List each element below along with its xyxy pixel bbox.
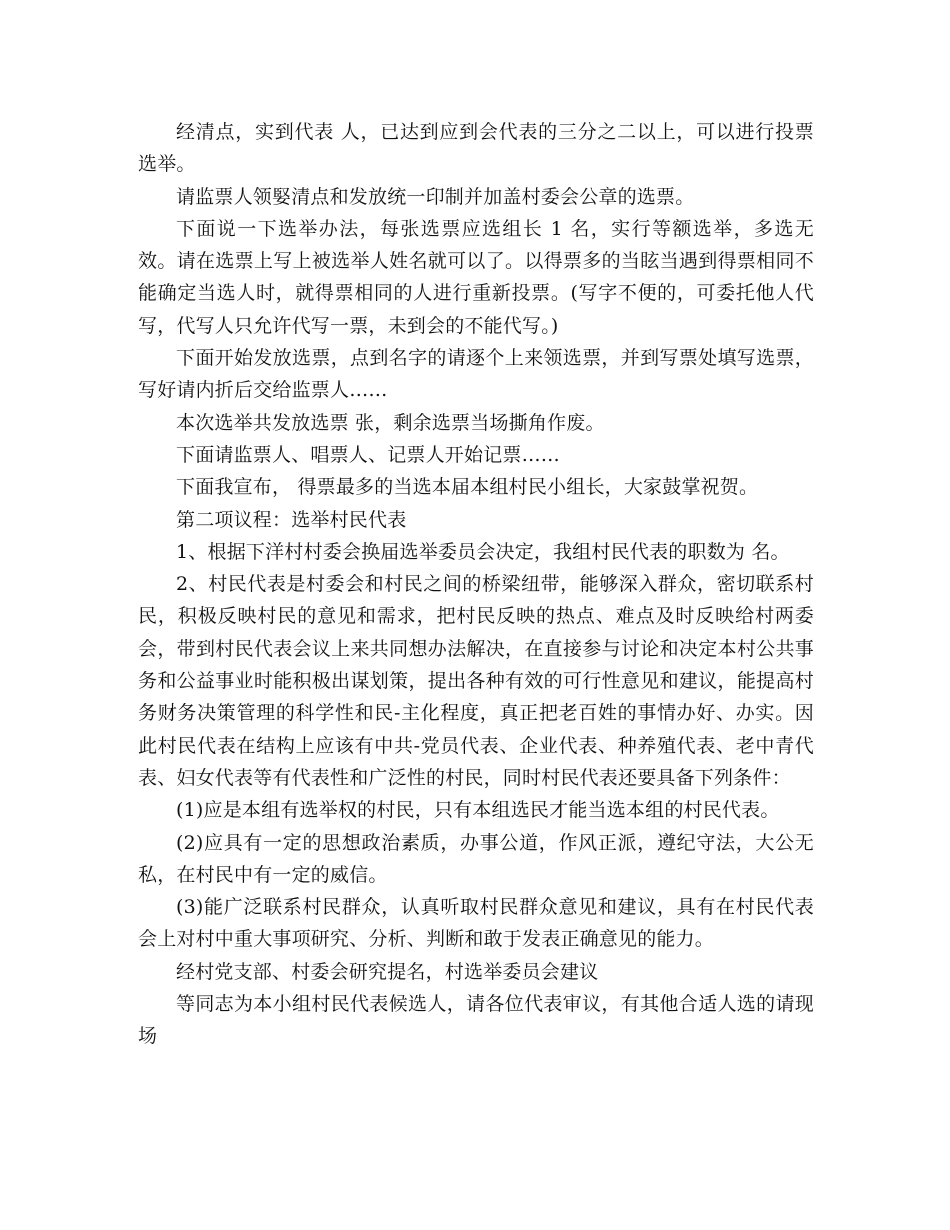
paragraph-result-announcement: 下面我宣布， 得票最多的当选本届本组村民小组长，大家鼓掌祝贺。 (176, 476, 759, 499)
condition-item-2: (2)应具有一定的思想政治素质，办事公道，作风正派，遵纪守法，大公无私，在村民中有一定的威信。 (138, 831, 814, 886)
paragraph-representative-quota: 1、根据下洋村村委会换届选举委员会决定，我组村民代表的职数为 名。 (176, 540, 790, 563)
paragraph-representative-role: 2、村民代表是村委会和村民之间的桥梁纽带，能够深入群众，密切联系村民，积极反映村民的意见和需求，把村民反映的热点、难点及时反映给村两委会，带到村民代表会议上来共同想办法解决，在直接参与讨论和决定本村公共事务和公益事业时能积极出谋划策，提出各种有效的可行性意见和建议，能提高村务财务决策管理的科学性和民-主化程度，真正把老百姓的事情办好、办实。因此村民代表在结构上应该有中共-党员代表、企业代表、种养殖代表、老中青代表、妇女代表等有代表性和广泛性的村民，同时村民代表还要具备下列条件： (138, 573, 814, 789)
condition-item-3: (3)能广泛联系村民群众，认真听取村民群众意见和建议，具有在村民代表会上对村中重大事项研究、分析、判断和敢于发表正确意见的能力。 (138, 896, 814, 951)
document-body (138, 116, 814, 1053)
paragraph-election-method: 下面说一下选举办法，每张选票应选组长 1 名，实行等额选举，多选无效。请在选票上写上被选举人姓名就可以了。以得票多的当眩当遇到得票相同不能确定当选人时，就得票相同的人进行重新投票。(写字不便的，可委托他人代写，代写人只允许代写一票，未到会的不能代写。) (138, 217, 814, 337)
paragraph-ballot-distribution: 下面开始发放选票，点到名字的请逐个上来领选票，并到写票处填写选票，写好请内折后交给监票人…… (138, 347, 814, 402)
paragraph-vote-counting: 下面请监票人、唱票人、记票人开始记票…… (176, 443, 561, 466)
paragraph-ballots-issued: 本次选举共发放选票 张，剩余选票当场撕角作废。 (176, 411, 605, 434)
agenda-item-heading: 第二项议程：选举村民代表 (176, 508, 407, 531)
paragraph-ballot-collection: 请监票人领婜清点和发放统一印制并加盖村委会公章的选票。 (176, 185, 695, 208)
paragraph-candidates: 等同志为本小组村民代表候选人，请各位代表审议，有其他合适人选的请现场 (138, 993, 814, 1048)
paragraph-headcount: 经清点，实到代表 人，已达到应到会代表的三分之二以上，可以进行投票选举。 (138, 121, 814, 176)
condition-item-1: (1)应是本组有选举权的村民，只有本组选民才能当选本组的村民代表。 (176, 799, 780, 822)
paragraph-nomination: 经村党支部、村委会研究提名，村选举委员会建议 (176, 960, 599, 983)
